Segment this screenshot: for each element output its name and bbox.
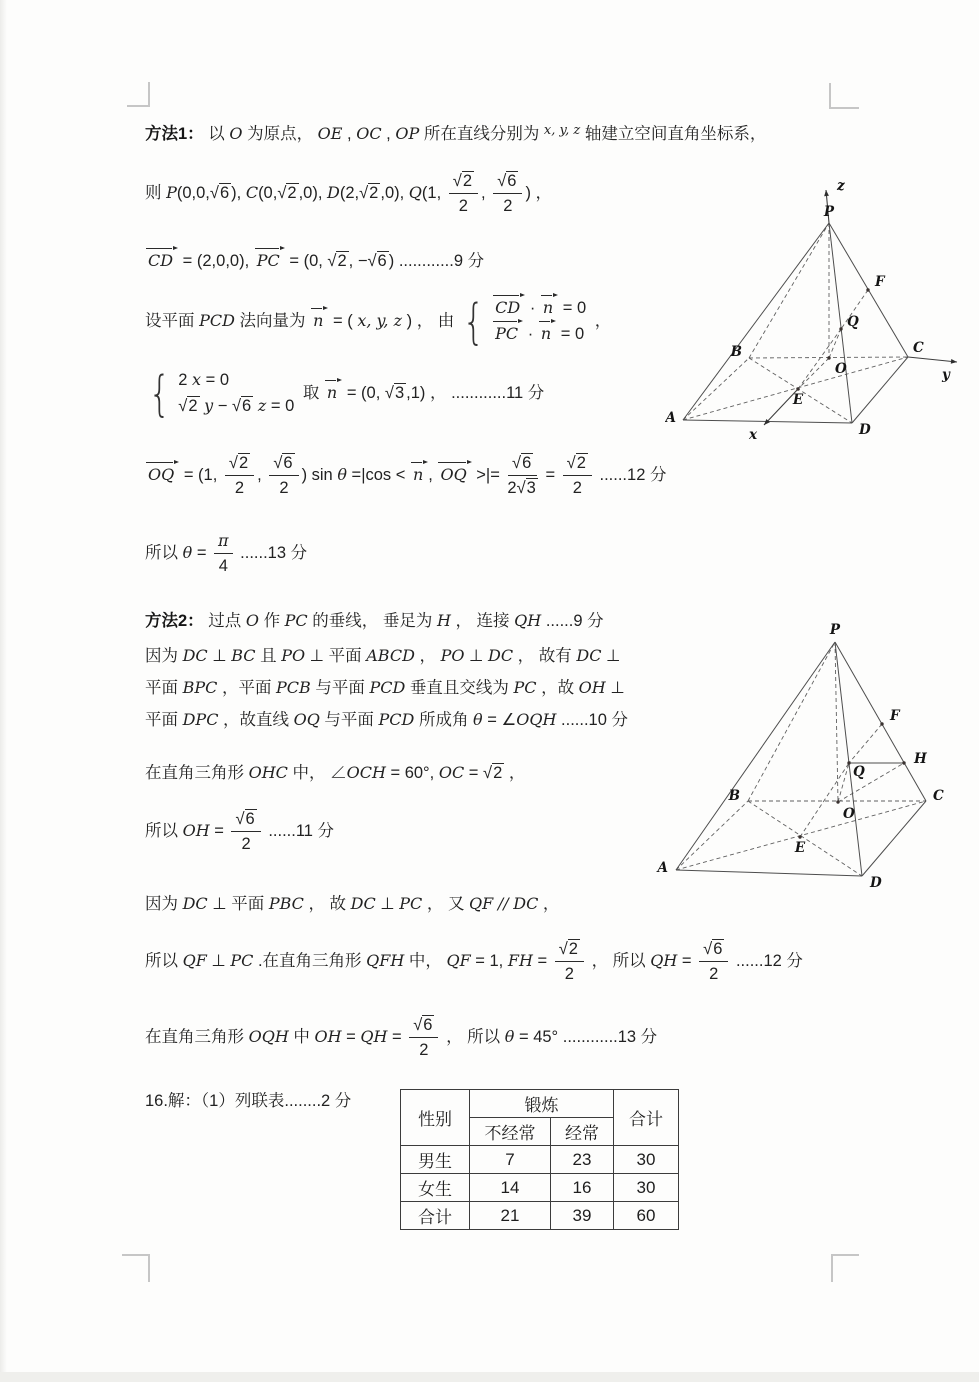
point-dot-Q xyxy=(839,327,842,330)
table-header-gender: 性别 xyxy=(401,1090,470,1146)
crop-mark-bottom-left xyxy=(122,1254,150,1282)
sqrt: √2 xyxy=(178,396,198,415)
fraction: $\frac{√6}{2}$ xyxy=(409,1014,438,1062)
table-header-total: 合计 xyxy=(614,1090,679,1146)
table-cell: 30 xyxy=(614,1174,679,1202)
contingency-table xyxy=(400,1089,679,1230)
sqrt: √2 xyxy=(327,252,347,270)
solution-line-1: 则 P(0,0,√6 ), C(0,√2 ,0), D(2,√2 ,0), Q(1, $\frac{√2}{2}$ , $\frac{√6}{2}$ ) ， xyxy=(145,170,552,218)
point-label-O: O xyxy=(843,806,855,822)
solution-line-10: 平面 DPC ，故直线 OQ 与平面 PCD 所成角 θ = ∠OQH ......10 分 xyxy=(145,710,628,729)
table-cell: 7 xyxy=(470,1146,551,1174)
point-dot-O xyxy=(827,356,830,359)
solution-line-5: OQ = (1, $\frac{√2}{2}$ , $\frac{√6}{2}$ ) sin θ =|cos < n , OQ >|= $\frac{√6}{2√3}$ = $\frac{√2}{2}$ ......12 分 xyxy=(145,452,666,500)
point-label-O: O xyxy=(835,361,847,377)
sqrt: √6 xyxy=(512,454,532,472)
fraction: $\frac{√6}{2}$ xyxy=(699,938,728,986)
sqrt: √3 xyxy=(516,479,536,498)
crop-mark-top-right xyxy=(829,83,859,109)
point-label-P: P xyxy=(829,622,841,638)
table-row xyxy=(401,1202,679,1230)
scan-edge-bottom xyxy=(0,1372,979,1382)
vector-n: n xyxy=(326,382,338,402)
point-label-A: A xyxy=(665,410,676,426)
vector-n: n xyxy=(412,465,424,485)
table-header-exercise: 锻炼 xyxy=(470,1090,614,1118)
table-subheader-often: 经常 xyxy=(551,1118,614,1146)
table-cell: 21 xyxy=(470,1202,551,1230)
x-axis-label: x xyxy=(748,427,758,443)
vector-CD: CD xyxy=(495,298,521,317)
point-label-Q: Q xyxy=(847,314,859,330)
point-label-C: C xyxy=(933,788,944,804)
solution-line-4: { 2 x = 0 √2 y − √6 z = 0 取 n = (0, √3 ,1) ， ............11 分 xyxy=(145,368,544,419)
equation-system: { 2 x = 0 √2 y − √6 z = 0 xyxy=(148,364,295,422)
sqrt: √6 xyxy=(273,454,293,472)
row-label: 合计 xyxy=(401,1202,470,1230)
vector-OQ: OQ xyxy=(440,465,467,485)
point-label-Q: Q xyxy=(853,764,865,780)
vector-PC: PC xyxy=(495,323,519,343)
solution-line-16: 16.解：（1）列联表........2 分 xyxy=(145,1092,352,1110)
table-row xyxy=(401,1146,679,1174)
solution-line-13: 因为 DC ⊥ 平面 PBC ， 故 DC ⊥ PC ， 又 QF // DC ， xyxy=(145,894,560,913)
point-label-P: P xyxy=(823,204,835,220)
sqrt: √6 xyxy=(413,1016,433,1034)
table-cell: 23 xyxy=(551,1146,614,1174)
row-label: 男生 xyxy=(401,1146,470,1174)
point-label-E: E xyxy=(794,840,806,856)
point-dot-H xyxy=(902,761,905,764)
sqrt: √6 xyxy=(231,396,252,415)
solution-line-15: 在直角三角形 OQH 中 OH = QH = $\frac{√6}{2}$ ， 所以 θ = 45° ............13 分 xyxy=(145,1014,657,1062)
point-label-D: D xyxy=(859,422,871,438)
point-label-E: E xyxy=(792,392,804,408)
sqrt: √2 xyxy=(452,172,473,190)
crop-mark-bottom-right xyxy=(831,1254,859,1282)
sqrt: √3 xyxy=(384,383,405,402)
fraction: $\frac{√2}{2}$ xyxy=(449,170,478,218)
scan-edge-left xyxy=(0,0,7,1382)
table-cell: 14 xyxy=(470,1174,551,1202)
table-cell: 60 xyxy=(614,1202,679,1230)
vector-n: n xyxy=(313,310,324,330)
row-label: 女生 xyxy=(401,1174,470,1202)
sqrt: √2 xyxy=(566,454,586,472)
sqrt: √6 xyxy=(703,940,723,958)
point-dot-E xyxy=(798,835,801,838)
fraction: $\frac{√6}{2}$ xyxy=(231,808,260,856)
solution-line-12: 所以 OH = $\frac{√6}{2}$ ......11 分 xyxy=(145,808,334,856)
solution-line-7: 方法2： 过点 O 作 PC 的垂线， 垂足为 H ， 连接 QH ......9 分 xyxy=(145,611,604,630)
table-cell: 16 xyxy=(551,1174,614,1202)
vector-CD: CD xyxy=(148,251,174,270)
point-label-D: D xyxy=(870,875,882,891)
vector-OQ: OQ xyxy=(148,465,175,485)
point-dot-F xyxy=(866,288,869,291)
point-dot-O xyxy=(836,800,839,803)
point-label-F: F xyxy=(875,274,885,290)
sqrt: √2 xyxy=(277,184,297,203)
point-label-B: B xyxy=(728,788,740,804)
sqrt: √2 xyxy=(359,184,379,203)
coordinate-pyramid-diagram xyxy=(665,165,965,465)
solution-line-14: 所以 QF ⊥ PC .在直角三角形 QFH 中， QF = 1, FH = $\frac{√2}{2}$ ， 所以 QH = $\frac{√6}{2}$ ......12 分 xyxy=(145,938,803,986)
fraction: $\frac{\pi}{4}$ xyxy=(214,530,233,578)
fraction: $\frac{√6}{2}$ xyxy=(269,452,298,500)
fraction: $\frac{√6}{2}$ xyxy=(493,170,522,218)
sqrt: √2 xyxy=(483,764,503,782)
point-dot-Q xyxy=(847,761,850,764)
solution-line-6: 所以 θ = $\frac{\pi}{4}$ ......13 分 xyxy=(145,530,307,578)
point-label-B: B xyxy=(730,344,742,360)
point-label-A: A xyxy=(657,860,668,876)
fraction: $\frac{√2}{2}$ xyxy=(225,452,254,500)
table-row xyxy=(401,1174,679,1202)
sqrt: √6 xyxy=(235,810,255,828)
point-label-C: C xyxy=(913,340,924,356)
vector-n: n xyxy=(542,298,554,317)
sqrt: √6 xyxy=(367,252,387,270)
vector-PC: PC xyxy=(256,251,280,270)
table-cell: 39 xyxy=(551,1202,614,1230)
table-subheader-not-often: 不经常 xyxy=(470,1118,551,1146)
solution-line-9: 平面 BPC ，平面 PCB 与平面 PCD 垂直且交线为 PC ，故 OH ⊥ xyxy=(145,678,625,697)
point-dot-F xyxy=(880,722,883,725)
point-label-H: H xyxy=(914,751,927,767)
point-dot-E xyxy=(796,387,799,390)
z-axis-label: z xyxy=(837,178,845,194)
solution-line-2: CD = (2,0,0), PC = (0, √2 , −√6 ) ............9 分 xyxy=(148,251,485,270)
solution-line-0: 方法1： 以 O 为原点， OE , OC , OP 所在直线分别为 $^{x, y, z}$ 轴建立空间直角坐标系， xyxy=(145,123,767,143)
solution-line-8: 因为 DC ⊥ BC 且 PO ⊥ 平面 ABCD ， PO ⊥ DC ， 故有 DC ⊥ xyxy=(145,646,621,665)
y-axis-label: y xyxy=(942,367,950,383)
solution-line-11: 在直角三角形 OHC 中， ∠OCH = 60°, OC = √2 ， xyxy=(145,763,526,782)
sqrt: √6 xyxy=(497,172,517,190)
fraction: $\frac{√2}{2}$ xyxy=(555,938,584,986)
sqrt: √2 xyxy=(558,940,578,958)
fraction: $\frac{√6}{2√3}$ xyxy=(507,454,536,498)
point-label-F: F xyxy=(890,708,900,724)
fraction: $\frac{√2}{2}$ xyxy=(563,452,592,500)
solution-line-3: 设平面 PCD 法向量为 n = ( x, y, z ) ， 由 { CD · n = 0 PC · n = 0 ， xyxy=(145,292,612,350)
vector-n: n xyxy=(540,323,552,343)
table-cell: 30 xyxy=(614,1146,679,1174)
sqrt: √6 xyxy=(209,184,230,203)
pyramid-with-foot-H-diagram xyxy=(650,618,950,898)
equation-system: { CD · n = 0 PC · n = 0 xyxy=(462,292,587,350)
crop-mark-top-left xyxy=(127,82,150,107)
sqrt: √2 xyxy=(228,454,249,472)
